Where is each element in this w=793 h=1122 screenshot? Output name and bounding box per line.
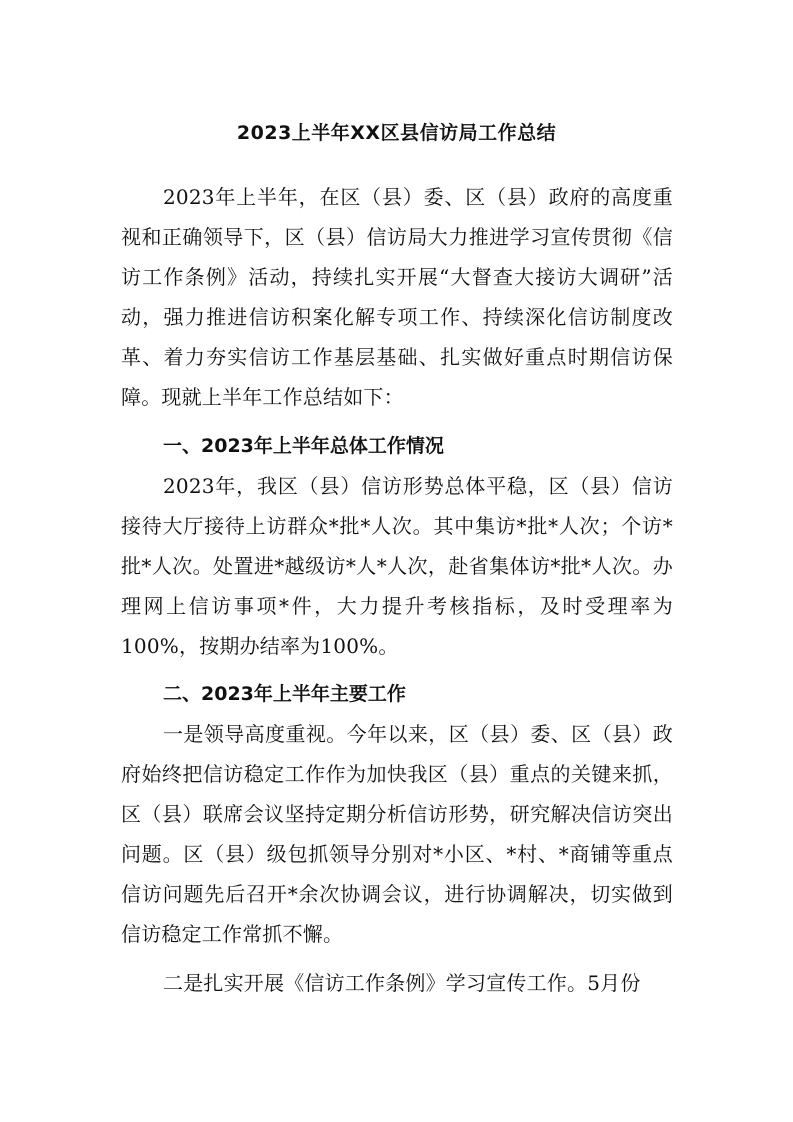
intro-paragraph: 2023年上半年，在区（县）委、区（县）政府的高度重视和正确领导下，区（县）信访局大力推进学习宣传贯彻《信访工作条例》活动，持续扎实开展“大督查大接访大调研”活动，强力推进信访积案化解专项工作、持续深化信访制度改革、着力夯实信访工作基层基础、扎实做好重点时期信访保障。现就上半年工作总结如下： (121, 185, 673, 409)
document-title: 2023上半年XX区县信访局工作总结 (236, 122, 557, 144)
overview-paragraph: 2023年，我区（县）信访形势总体平稳，区（县）信访接待大厅接待上访群众*批*人次。其中集访*批*人次；个访*批*人次。处置进*越级访*人*人次，赴省集体访*批*人次。办理网上信访事项*件，大力提升考核指标，及时受理率为100%，按期办结率为100%。 (121, 474, 673, 658)
section-heading-overview: 一、2023年上半年总体工作情况 (163, 435, 444, 457)
work-item-regulation-paragraph: 二是扎实开展《信访工作条例》学习宣传工作。5月份 (163, 971, 641, 995)
work-item-leadership-paragraph: 一是领导高度重视。今年以来，区（县）委、区（县）政府始终把信访稳定工作作为加快我区（县）重点的关键来抓，区（县）联席会议坚持定期分析信访形势，研究解决信访突出问题。区（县）级包抓领导分别对*小区、*村、*商铺等重点信访问题先后召开*余次协调会议，进行协调解决，切实做到信访稳定工作常抓不懈。 (121, 722, 673, 946)
section-heading-main-work: 二、2023年上半年主要工作 (163, 683, 406, 705)
